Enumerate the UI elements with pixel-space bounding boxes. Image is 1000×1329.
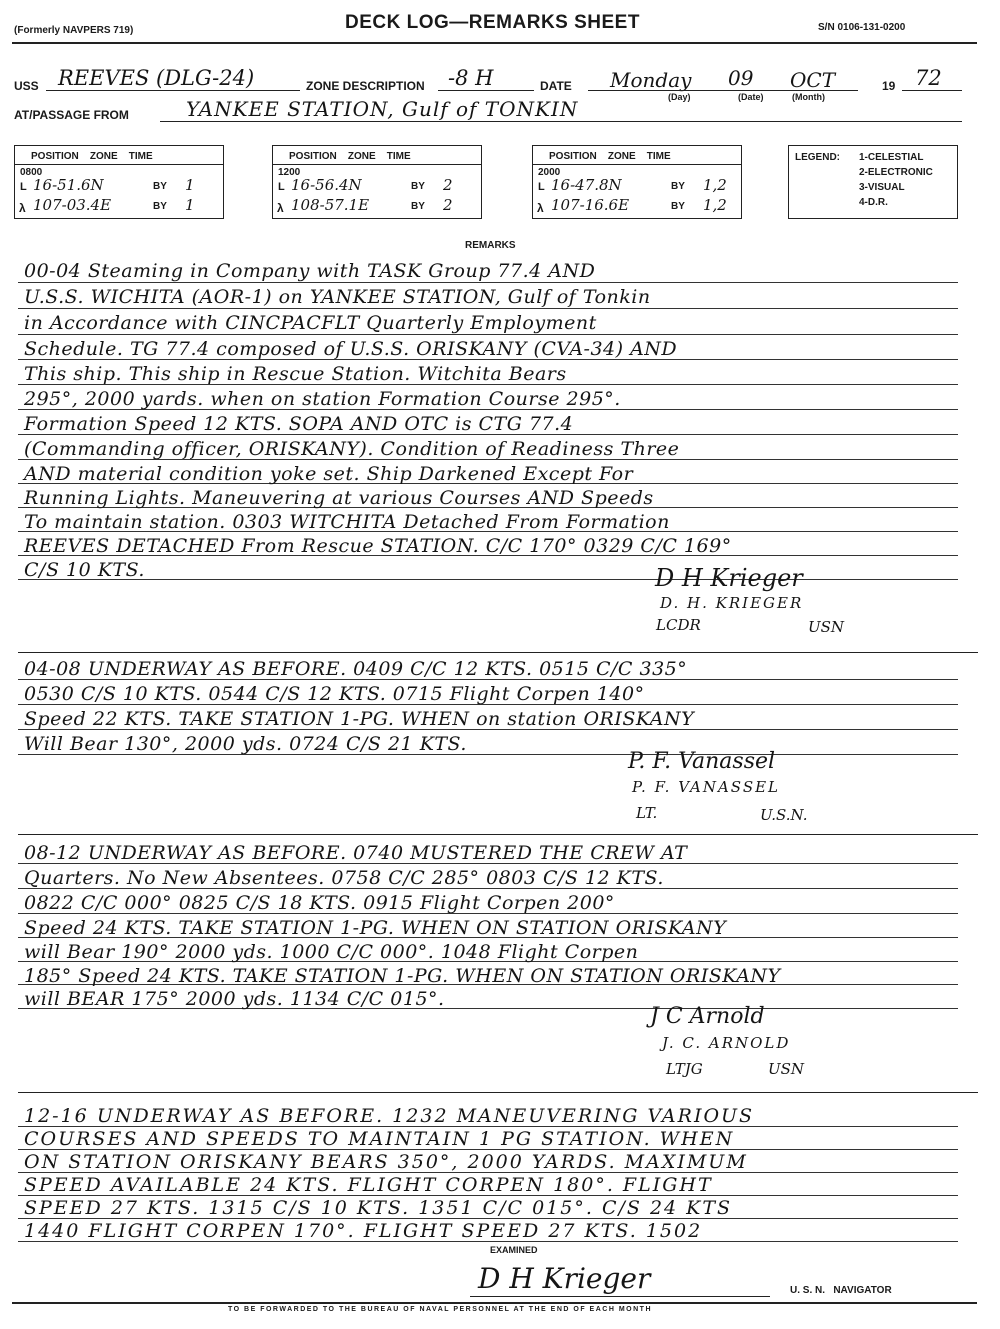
legend-item: 4-D.R.	[859, 197, 888, 208]
longitude-by: 1,2	[703, 196, 727, 214]
longitude-by: 2	[443, 196, 453, 214]
by-label: BY	[411, 201, 425, 212]
legend-box	[788, 145, 958, 219]
passage-value: YANKEE STATION, Gulf of TONKIN	[186, 97, 579, 121]
by-label: BY	[411, 181, 425, 192]
navigator-signature: D H Krieger	[478, 1262, 651, 1295]
remark-line: REEVES DETACHED From Rescue STATION. C/C 170° 0329 C/C 169°	[24, 535, 732, 557]
remark-line: SPEED 27 KTS. 1315 C/S 10 KTS. 1351 C/C 015°. C/S 24 KTS	[24, 1197, 733, 1219]
longitude-value: 107-16.6E	[551, 196, 630, 214]
remark-line: (Commanding officer, ORISKANY). Condition of Readiness Three	[24, 438, 680, 460]
examined-label: EXAMINED	[490, 1245, 538, 1255]
position-header: POSITION ZONE TIME	[289, 151, 411, 162]
entry-divider	[18, 652, 978, 653]
by-label: BY	[671, 181, 685, 192]
remark-line: 0530 C/S 10 KTS. 0544 C/S 12 KTS. 0715 Flight Corpen 140°	[24, 683, 645, 705]
month-caption: (Month)	[792, 92, 825, 102]
latitude-value: 16-56.4N	[291, 176, 362, 194]
box-divider	[15, 164, 223, 165]
legend-item: 3-VISUAL	[859, 182, 905, 193]
by-label: BY	[153, 181, 167, 192]
page-title: DECK LOG—REMARKS SHEET	[345, 12, 640, 33]
remark-line: This ship. This ship in Rescue Station. Witchita Bears	[24, 363, 567, 385]
entry-divider	[18, 834, 978, 835]
officer-rank: LTJG	[666, 1060, 703, 1078]
remark-line: SPEED AVAILABLE 24 KTS. FLIGHT CORPEN 180°. FLIGHT	[24, 1174, 713, 1196]
remark-line: Speed 22 KTS. TAKE STATION 1-PG. WHEN on station ORISKANY	[24, 708, 695, 730]
zone-value: -8 H	[448, 66, 494, 90]
remark-line: will BEAR 175° 2000 yds. 1134 C/C 015°.	[24, 988, 445, 1010]
date-caption: (Date)	[738, 92, 764, 102]
longitude-by: 1	[185, 196, 195, 214]
longitude-label: λ	[19, 201, 26, 215]
header-rule	[12, 42, 977, 44]
date-underline	[588, 90, 858, 91]
officer-name: D. H. KRIEGER	[660, 594, 804, 612]
zone-label: ZONE DESCRIPTION	[306, 79, 425, 93]
uss-underline	[46, 90, 300, 91]
form-number: S/N 0106-131-0200	[818, 22, 906, 33]
latitude-value: 16-51.6N	[33, 176, 104, 194]
by-label: BY	[153, 201, 167, 212]
remark-line: Will Bear 130°, 2000 yds. 0724 C/S 21 KTS.	[24, 733, 467, 755]
position-header: POSITION ZONE TIME	[549, 151, 671, 162]
remarks-heading: REMARKS	[465, 240, 516, 251]
remark-line: 1440 FLIGHT CORPEN 170°. FLIGHT SPEED 27 KTS. 1502	[24, 1220, 703, 1242]
bottom-note: TO BE FORWARDED TO THE BUREAU OF NAVAL PERSONNEL AT THE END OF EACH MONTH	[228, 1306, 652, 1313]
remark-line: 295°, 2000 yards. when on station Formation Course 295°.	[24, 388, 621, 410]
ruled-line	[18, 282, 958, 283]
remark-line: To maintain station. 0303 WITCHITA Detached From Formation	[24, 511, 670, 533]
year-prefix: 19	[882, 79, 896, 93]
position-box-1200	[272, 145, 482, 219]
remark-line: Formation Speed 12 KTS. SOPA AND OTC is CTG 77.4	[24, 413, 574, 435]
year-underline	[902, 90, 962, 91]
remark-line: 185° Speed 24 KTS. TAKE STATION 1-PG. WHEN ON STATION ORISKANY	[24, 965, 781, 987]
latitude-label: L	[538, 181, 545, 193]
form-designation: (Formerly NAVPERS 719)	[14, 25, 134, 36]
remark-line: 0822 C/C 000° 0825 C/S 18 KTS. 0915 Flight Corpen 200°	[24, 892, 615, 914]
box-divider	[533, 164, 741, 165]
day-value: Monday	[610, 68, 692, 92]
officer-name: J. C. ARNOLD	[662, 1034, 791, 1052]
navigator-signature-line	[470, 1296, 770, 1297]
latitude-by: 1	[185, 176, 195, 194]
latitude-label: L	[20, 181, 27, 193]
year-value: 72	[915, 66, 942, 90]
zone-underline	[438, 90, 534, 91]
month-value: OCT	[790, 68, 836, 92]
remark-line: 12-16 UNDERWAY AS BEFORE. 1232 MANEUVERING VARIOUS	[24, 1105, 755, 1127]
longitude-value: 108-57.1E	[291, 196, 370, 214]
latitude-value: 16-47.8N	[551, 176, 622, 194]
remark-line: 00-04 Steaming in Company with TASK Group 77.4 AND	[24, 260, 596, 282]
passage-label: AT/PASSAGE FROM	[14, 108, 129, 122]
by-label: BY	[671, 201, 685, 212]
officer-service: U.S.N.	[760, 806, 808, 824]
remark-line: ON STATION ORISKANY BEARS 350°, 2000 YARDS. MAXIMUM	[24, 1151, 748, 1173]
signature: P. F. Vanassel	[628, 749, 776, 774]
navigator-label: U. S. N. NAVIGATOR	[790, 1285, 892, 1296]
position-time: 0800	[20, 167, 43, 178]
entry-divider	[18, 1092, 978, 1093]
latitude-by: 1,2	[703, 176, 727, 194]
date-value: 09	[728, 66, 754, 90]
remark-line: COURSES AND SPEEDS TO MAINTAIN 1 PG STATION. WHEN	[24, 1128, 735, 1150]
officer-service: USN	[808, 618, 845, 636]
latitude-by: 2	[443, 176, 453, 194]
remark-line: in Accordance with CINCPACFLT Quarterly Employment	[24, 312, 597, 334]
position-header: POSITION ZONE TIME	[31, 151, 153, 162]
position-time: 2000	[538, 167, 561, 178]
legend-item: 2-ELECTRONIC	[859, 167, 933, 178]
latitude-label: L	[278, 181, 285, 193]
uss-label: USS	[14, 79, 39, 93]
legend-title: LEGEND:	[795, 152, 840, 163]
officer-name: P. F. VANASSEL	[632, 778, 780, 796]
remark-line: Quarters. No New Absentees. 0758 C/C 285° 0803 C/S 12 KTS.	[24, 867, 664, 889]
date-label: DATE	[540, 79, 572, 93]
position-box-2000	[532, 145, 742, 219]
legend-item: 1-CELESTIAL	[859, 152, 924, 163]
ruled-line	[18, 334, 958, 335]
signature: J C Arnold	[650, 1004, 765, 1029]
day-caption: (Day)	[668, 92, 691, 102]
remark-line: 04-08 UNDERWAY AS BEFORE. 0409 C/C 12 KTS. 0515 C/C 335°	[24, 658, 688, 680]
ruled-line	[18, 308, 958, 309]
remark-line: will Bear 190° 2000 yds. 1000 C/C 000°. 1048 Flight Corpen	[24, 941, 639, 963]
box-divider	[273, 164, 481, 165]
remark-line: Speed 24 KTS. TAKE STATION 1-PG. WHEN ON STATION ORISKANY	[24, 917, 727, 939]
remark-line: U.S.S. WICHITA (AOR-1) on YANKEE STATION, Gulf of Tonkin	[24, 286, 651, 308]
remark-line: Schedule. TG 77.4 composed of U.S.S. ORISKANY (CVA-34) AND	[24, 338, 678, 360]
passage-underline	[160, 121, 962, 122]
officer-rank: LT.	[636, 804, 658, 822]
longitude-label: λ	[277, 201, 284, 215]
signature: D H Krieger	[655, 564, 803, 592]
remark-line: 08-12 UNDERWAY AS BEFORE. 0740 MUSTERED THE CREW AT	[24, 842, 688, 864]
longitude-value: 107-03.4E	[33, 196, 112, 214]
ruled-line	[18, 579, 958, 580]
officer-rank: LCDR	[656, 616, 701, 634]
longitude-label: λ	[537, 201, 544, 215]
officer-service: USN	[768, 1060, 805, 1078]
remark-line: Running Lights. Maneuvering at various Courses AND Speeds	[24, 487, 654, 509]
position-time: 1200	[278, 167, 301, 178]
remark-line: C/S 10 KTS.	[24, 559, 145, 581]
footer-rule	[12, 1302, 977, 1304]
remark-line: AND material condition yoke set. Ship Darkened Except For	[24, 463, 634, 485]
uss-value: REEVES (DLG-24)	[58, 66, 255, 90]
position-box-0800	[14, 145, 224, 219]
